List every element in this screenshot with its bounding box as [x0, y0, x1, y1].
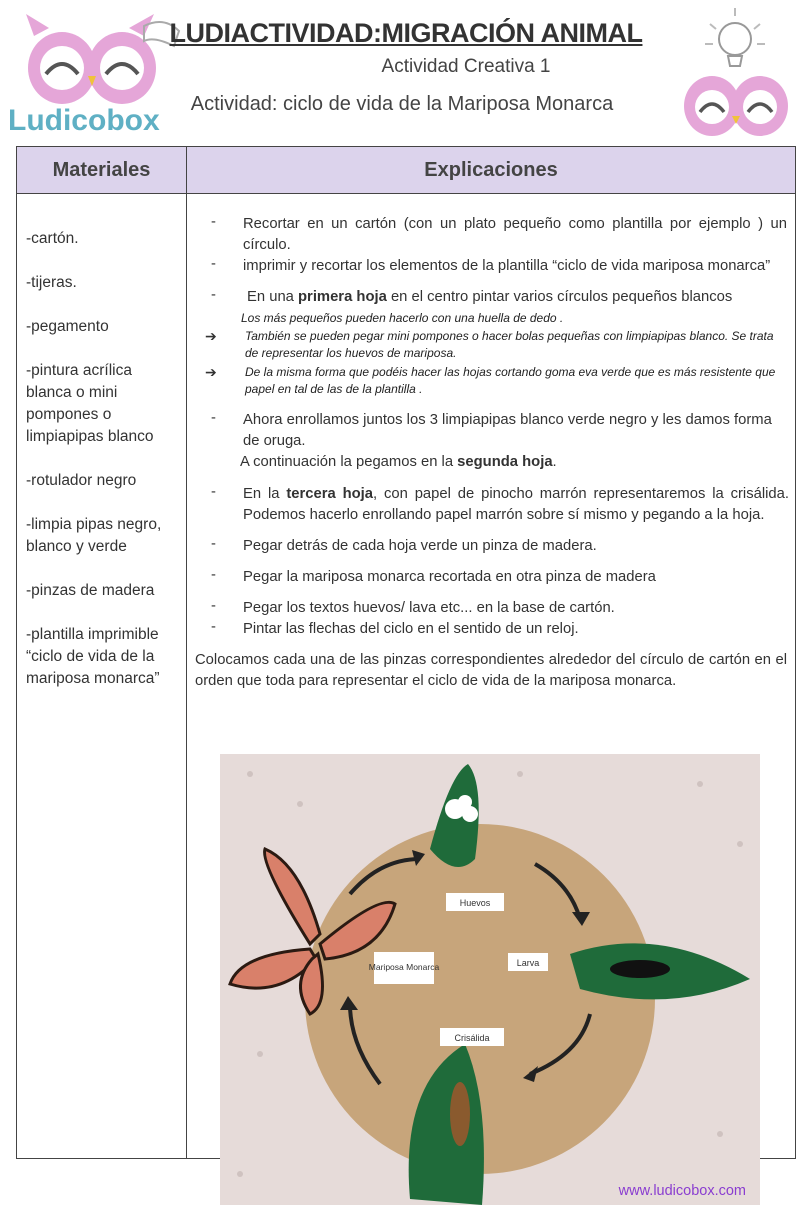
material-item: -plantilla imprimible “ciclo de vida de la mariposa monarca”	[26, 626, 160, 687]
step-4-end: .	[552, 454, 557, 470]
arrow-right-icon: ➔	[205, 364, 217, 380]
step-7: Pegar la mariposa monarca recortada en otra pinza de madera	[243, 569, 656, 585]
step-5	[243, 484, 789, 526]
bullet-dash: -	[211, 484, 216, 500]
bullet-dash: -	[211, 598, 216, 614]
material-item: -rotulador negro	[26, 472, 137, 489]
material-item: -pintura acrílica blanca o mini pompones o limpiapipas blanco	[26, 362, 154, 445]
step-4-text: A continuación la pegamos en la	[240, 454, 458, 470]
page-subtitle: Actividad Creativa 1	[381, 56, 551, 77]
label-mariposa: Mariposa Monarca	[368, 962, 440, 972]
materials-header: Materiales	[17, 147, 187, 194]
step-4-continued	[240, 452, 784, 473]
explanations-header: Explicaciones	[187, 147, 796, 194]
lifecycle-craft-image	[220, 754, 760, 1205]
website-url[interactable]: www.ludicobox.com	[618, 1183, 746, 1199]
label-huevos: Huevos	[459, 898, 491, 908]
materials-list	[17, 194, 186, 690]
closing-paragraph: Colocamos cada una de las pinzas correspondientes alrededor del círculo de cartón en el orden que toda para representar el ciclo de vida de la mariposa monarca.	[195, 652, 787, 689]
note-3: De la misma forma que podéis hacer las hojas cortando goma eva verde que es más resistente que papel en tal de las de la plantilla .	[245, 365, 776, 396]
step-3-text-end: en el centro pintar varios círculos pequeños blancos	[386, 289, 733, 305]
material-item: -limpia pipas negro, blanco y verde	[26, 516, 162, 555]
explanations-cell	[187, 194, 796, 1199]
bullet-dash: -	[211, 256, 216, 272]
material-item: -tijeras.	[26, 274, 77, 291]
step-3-emphasis: primera hoja	[298, 289, 387, 305]
step-4: Ahora enrollamos juntos los 3 limpiapipas blanco verde negro y les damos forma de oruga.	[243, 412, 772, 449]
step-5-text: En la	[243, 486, 287, 502]
bullet-dash: -	[211, 410, 216, 426]
step-9: Pintar las flechas del ciclo en el sentido de un reloj.	[243, 621, 579, 637]
materials-cell	[17, 194, 187, 1159]
material-item: -cartón.	[26, 230, 79, 247]
bullet-dash: -	[211, 619, 216, 635]
step-8: Pegar los textos huevos/ lava etc... en la base de cartón.	[243, 600, 615, 616]
step-5-emphasis: tercera hoja	[286, 486, 373, 502]
step-2: imprimir y recortar los elementos de la plantilla “ciclo de vida mariposa monarca”	[243, 258, 771, 274]
bullet-dash: -	[211, 214, 216, 230]
step-4-emphasis: segunda hoja	[457, 454, 553, 470]
step-1: Recortar en un cartón (con un plato pequeño como plantilla por ejemplo ) un círculo.	[243, 216, 787, 253]
material-item: -pinzas de madera	[26, 582, 155, 599]
note-2: También se pueden pegar mini pompones o hacer bolas pequeñas con limpiapipas blanco. Se trata de representar los huevos de mariposa.	[245, 329, 774, 360]
bullet-dash: -	[211, 567, 216, 583]
step-3-text: En una	[247, 289, 299, 305]
page-header	[0, 0, 812, 145]
material-item: -pegamento	[26, 318, 109, 335]
arrow-right-icon: ➔	[205, 328, 217, 344]
step-3	[247, 287, 787, 308]
lifecycle-photo	[220, 754, 760, 1205]
activity-table	[16, 146, 796, 1199]
activity-title: Actividad: ciclo de vida de la Mariposa Monarca	[190, 93, 614, 115]
bullet-dash: -	[211, 287, 216, 303]
label-larva: Larva	[516, 958, 540, 968]
label-crisalida: Crisálida	[454, 1033, 490, 1043]
step-5-text-end: , con papel de pinocho marrón representaremos la crisálida. Podemos hacerlo enrollando papel marrón sobre sí mismo y pegando a la hoja.	[243, 486, 789, 523]
owl-lightbulb-icon	[680, 4, 790, 139]
step-6: Pegar detrás de cada hoja verde un pinza de madera.	[243, 538, 597, 554]
bullet-dash: -	[211, 536, 216, 552]
page-title: LUDIACTIVIDAD:MIGRACIÓN ANIMAL	[169, 18, 643, 48]
svg-text:Ludicobox: Ludicobox	[8, 104, 160, 137]
note-1: Los más pequeños pueden hacerlo con una huella de dedo .	[241, 311, 564, 325]
